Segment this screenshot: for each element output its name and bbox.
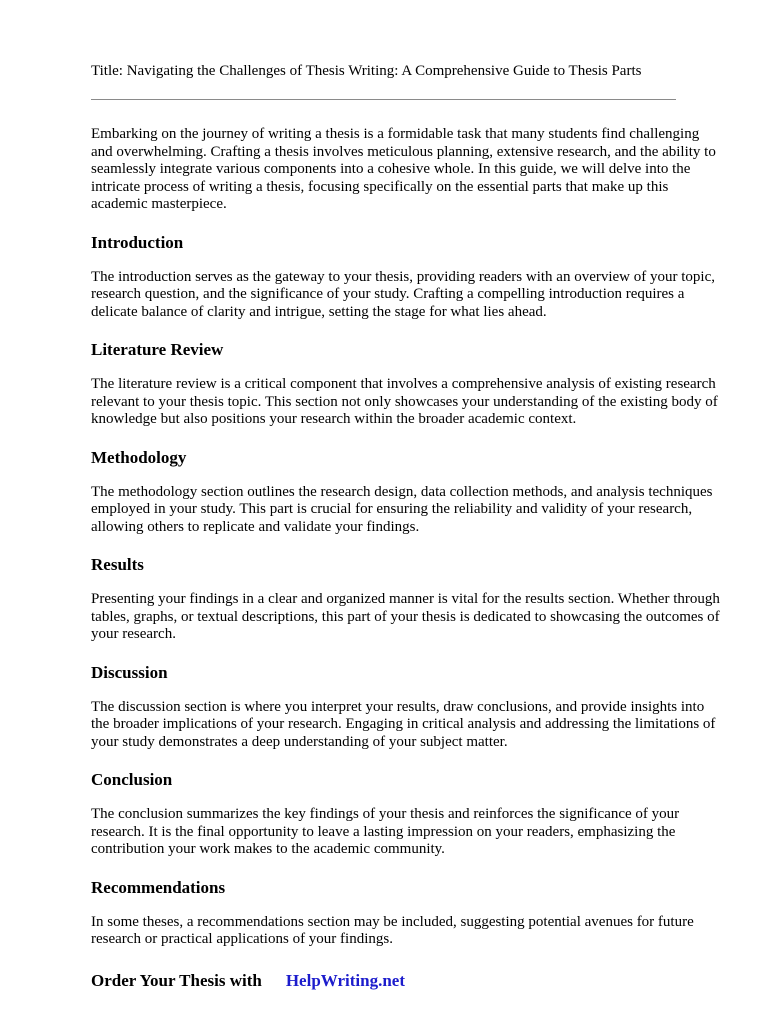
order-line (91, 971, 724, 991)
section-discussion (91, 663, 724, 752)
section-body: The introduction serves as the gateway to your thesis, providing readers with an overview of your topic, research question, and the significance of your study. Crafting a compelling introduction requires a delicate balance of clarity and intrigue, setting the stage for what lies ahead. (91, 268, 716, 320)
section-heading: Recommendations (91, 877, 226, 897)
helpwriting-link[interactable]: HelpWriting.net (285, 970, 405, 990)
section-heading: Results (91, 555, 144, 574)
title-divider (91, 99, 676, 100)
section-introduction (91, 233, 724, 322)
section-body: In some theses, a recommendations section may be included, suggesting potential avenues for future research or practical applications of your findings. (91, 913, 694, 947)
section-body: The discussion section is where you interpret your results, draw conclusions, and provide insights into the broader implications of your research. Engaging in critical analysis and addressing the limitations of your study demonstrates a deep understanding of your subject matter. (91, 698, 716, 750)
intro-block (91, 126, 724, 214)
section-body: The literature review is a critical component that involves a comprehensive analysis of existing research relevant to your thesis topic. This section not only showcases your understanding of the existing body of knowledge but also positions your research within the broader academic context. (91, 376, 718, 427)
section-body: The methodology section outlines the research design, data collection methods, and analysis techniques employed in your study. This part is crucial for ensuring the reliability and validity of your research, allowing others to replicate and validate your findings. (91, 483, 713, 535)
intro-paragraph: Embarking on the journey of writing a thesis is a formidable task that many students find challenging and overwhelming. Crafting a thesis involves meticulous planning, extensive research, and the ability to seamlessly integrate various components into a cohesive whole. In this guide, we will delve into the intricate process of writing a thesis, focusing specifically on the essential parts that make up this academic masterpiece. (91, 126, 716, 212)
section-heading: Literature Review (91, 340, 224, 359)
section-recommendations (91, 878, 724, 949)
section-methodology (91, 448, 724, 537)
document-title: Title: Navigating the Challenges of Thesis Writing: A Comprehensive Guide to Thesis Parts (91, 63, 642, 79)
section-body: Presenting your findings in a clear and organized manner is vital for the results section. Whether through tables, graphs, or textual descriptions, this part of your thesis is dedicated to showcasing the outcomes of your research. (91, 591, 720, 642)
section-results (91, 555, 724, 644)
section-literature-review (91, 340, 724, 429)
section-heading: Conclusion (91, 770, 173, 789)
section-conclusion (91, 770, 724, 859)
section-heading: Discussion (91, 662, 168, 682)
section-heading: Methodology (91, 447, 187, 467)
order-label: Order Your Thesis with (91, 970, 262, 990)
section-body: The conclusion summarizes the key findings of your thesis and reinforces the significance of your research. It is the final opportunity to leave a lasting impression on your readers, emphasizing the contribution your work makes to the academic community. (91, 806, 680, 857)
section-heading: Introduction (91, 232, 184, 252)
